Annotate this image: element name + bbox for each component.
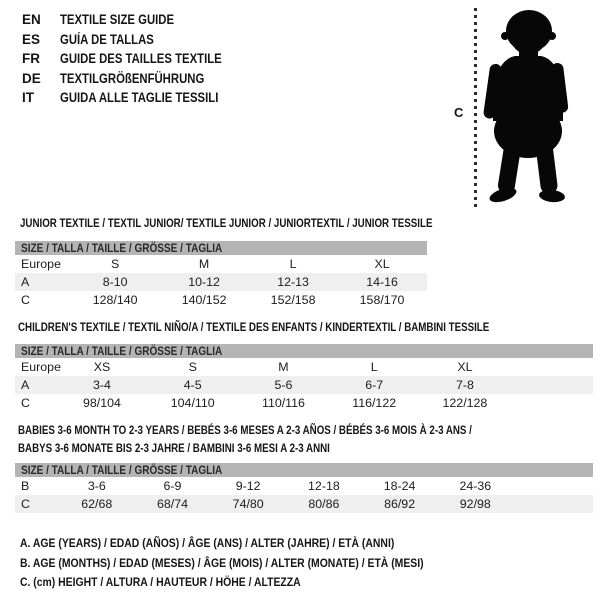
- language-label: GUIDE DES TAILLES TEXTILE: [60, 51, 222, 66]
- junior-size-table: [15, 241, 427, 309]
- babies-title-text-line1: BABIES 3-6 MONTH TO 2-3 YEARS / BEBÉS 3-6 MESES A 2-3 AÑOS / BÉBÉS 3-6 MOIS À 2-3 ANS /: [18, 423, 472, 437]
- row-spacer: [510, 394, 593, 412]
- row-spacer: [513, 477, 593, 495]
- children-size-table: [15, 344, 593, 412]
- row-label: C: [21, 396, 30, 410]
- size-cell: S: [110, 257, 120, 271]
- children-title-text: CHILDREN'S TEXTILE / TEXTIL NIÑO/A / TEXTILE DES ENFANTS / KINDERTEXTIL / BAMBINI TESSILE: [18, 320, 490, 334]
- row-spacer: [513, 495, 593, 513]
- size-cell: S: [188, 360, 197, 374]
- height-cell: 80/86: [308, 497, 340, 511]
- language-row-de: [22, 69, 253, 89]
- row-label: C: [21, 293, 30, 307]
- language-code: DE: [22, 70, 41, 86]
- language-code: FR: [22, 51, 40, 66]
- height-cell: 74/80: [232, 497, 264, 511]
- babies-size-table: [15, 463, 593, 513]
- months-cell: 24-36: [459, 479, 492, 493]
- babies-section-title: [18, 423, 585, 437]
- months-cell: 3-6: [87, 479, 106, 493]
- months-cell: 12-18: [308, 479, 340, 493]
- age-cell: 4-5: [183, 378, 202, 392]
- language-code: IT: [22, 90, 34, 105]
- footnote-age-months: [20, 554, 500, 574]
- size-cell: M: [278, 360, 289, 374]
- language-row-en: [22, 10, 253, 30]
- height-cell: 116/122: [352, 396, 397, 410]
- row-spacer: [510, 358, 593, 376]
- size-cell: L: [289, 257, 297, 271]
- figure-height-label: C: [454, 105, 464, 120]
- age-cell: 5-6: [274, 378, 293, 392]
- language-label: GUÍA DE TALLAS: [60, 31, 154, 47]
- table-row-height: [15, 291, 427, 309]
- language-label: TEXTILGRÖßENFÜHRUNG: [60, 70, 205, 86]
- language-row-es: [22, 30, 253, 50]
- height-cell: 92/98: [459, 497, 491, 511]
- height-cell: 62/68: [81, 497, 113, 511]
- language-code: ES: [22, 31, 41, 47]
- table-row-age: [15, 273, 427, 291]
- size-cell: XS: [93, 360, 111, 374]
- toddler-silhouette-icon: [481, 9, 575, 206]
- age-cell: 7-8: [455, 378, 474, 392]
- junior-section-title: [20, 216, 536, 230]
- footnote-text: B. AGE (MONTHS) / EDAD (MESES) / ÂGE (MOIS) / ALTER (MONATE) / ETÀ (MESI): [20, 555, 424, 570]
- footnote-text: A. AGE (YEARS) / EDAD (AÑOS) / ÂGE (ANS) / ALTER (JAHRE) / ETÀ (ANNI): [20, 536, 395, 550]
- height-cell: 86/92: [384, 497, 416, 511]
- age-cell: 8-10: [102, 275, 128, 289]
- size-header-label: SIZE / TALLA / TAILLE / GRÖSSE / TAGLIA: [21, 344, 223, 358]
- height-cell: 140/152: [181, 293, 227, 307]
- babies-title-text-line2: BABYS 3-6 MONATE BIS 2-3 JAHRE / BAMBINI 3-6 MESI A 2-3 ANNI: [18, 441, 330, 455]
- language-label: GUIDA ALLE TAGLIE TESSILI: [60, 90, 219, 105]
- row-label: B: [21, 479, 30, 493]
- months-cell: 18-24: [383, 479, 416, 493]
- size-cell: L: [370, 360, 378, 374]
- height-cell: 110/116: [261, 396, 305, 410]
- size-cell: M: [198, 257, 210, 271]
- row-label: A: [21, 275, 30, 289]
- footnote-text: C. (cm) HEIGHT / ALTURA / HAUTEUR / HÖHE / ALTEZZA: [20, 575, 301, 589]
- size-header-label: SIZE / TALLA / TAILLE / GRÖSSE / TAGLIA: [21, 241, 223, 255]
- height-dotted-line: [474, 8, 477, 208]
- age-cell: 6-7: [365, 378, 384, 392]
- row-label: C: [21, 497, 30, 511]
- table-row-europe: [15, 358, 593, 376]
- size-header-bar: [15, 463, 593, 477]
- table-row-height: [15, 394, 593, 412]
- language-row-it: [22, 88, 253, 108]
- row-label: Europe: [21, 257, 61, 271]
- size-header-label: SIZE / TALLA / TAILLE / GRÖSSE / TAGLIA: [21, 463, 223, 477]
- children-section-title: [18, 320, 600, 334]
- age-cell: 3-4: [93, 378, 111, 392]
- height-cell: 104/110: [170, 396, 215, 410]
- footnotes: [20, 534, 500, 593]
- language-code: EN: [22, 12, 41, 27]
- age-cell: 14-16: [366, 275, 398, 289]
- size-header-bar: [15, 241, 427, 255]
- height-cell: 122/128: [442, 396, 488, 410]
- height-cell: 98/104: [83, 396, 121, 410]
- months-cell: 6-9: [163, 479, 182, 493]
- age-cell: 10-12: [188, 275, 220, 289]
- height-cell: 68/74: [156, 497, 188, 511]
- age-cell: 12-13: [277, 275, 309, 289]
- babies-section-title-line2: [18, 441, 408, 455]
- language-row-fr: [22, 49, 253, 69]
- row-label: Europe: [21, 360, 61, 374]
- table-row-months: [15, 477, 593, 495]
- size-cell: XL: [457, 360, 473, 374]
- junior-title-text: JUNIOR TEXTILE / TEXTIL JUNIOR/ TEXTILE JUNIOR / JUNIORTEXTIL / JUNIOR TESSILE: [20, 216, 433, 230]
- footnote-age-years: [20, 534, 500, 554]
- footnote-height: [20, 573, 500, 593]
- row-spacer: [510, 376, 593, 394]
- size-header-bar: [15, 344, 593, 358]
- table-row-height: [15, 495, 593, 513]
- language-label: TEXTILE SIZE GUIDE: [60, 12, 175, 27]
- table-row-age: [15, 376, 593, 394]
- height-cell: 128/140: [92, 293, 138, 307]
- size-cell: XL: [374, 257, 390, 271]
- months-cell: 9-12: [235, 479, 261, 493]
- height-cell: 158/170: [359, 293, 405, 307]
- height-cell: 152/158: [270, 293, 316, 307]
- row-label: A: [21, 378, 30, 392]
- language-list: [22, 10, 253, 108]
- table-row-europe: [15, 255, 427, 273]
